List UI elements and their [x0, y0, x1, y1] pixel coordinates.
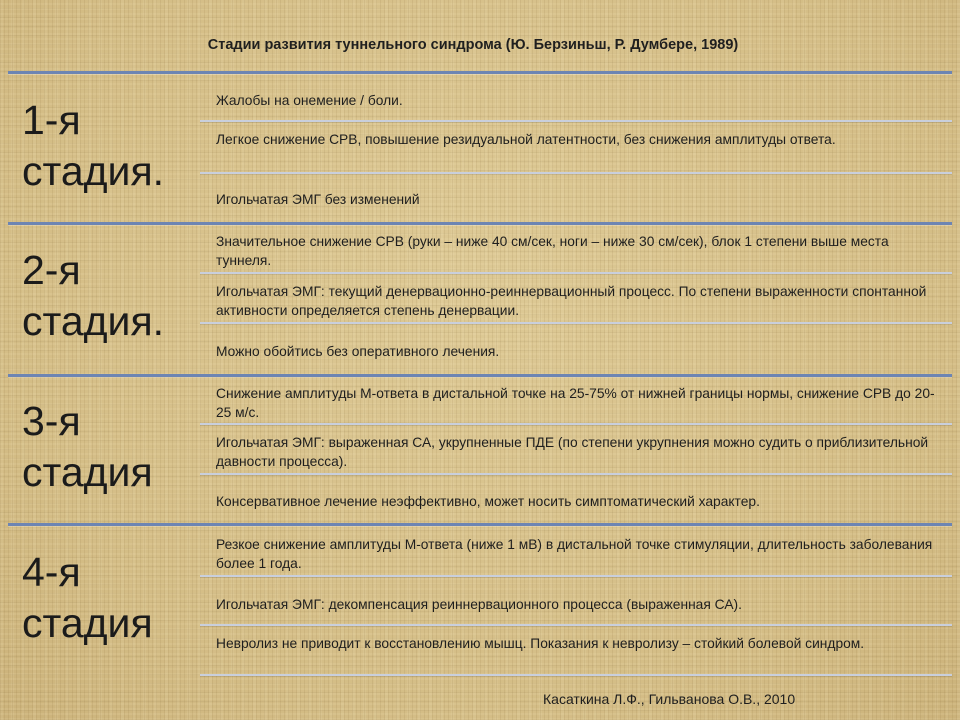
row-divider	[200, 120, 952, 122]
row-divider	[200, 322, 952, 324]
row-divider	[200, 172, 952, 174]
stage-label-4: 4-я стадия	[22, 549, 153, 646]
stage-2-row-3: Можно обойтись без оперативного лечения.	[216, 344, 500, 359]
stage-1-row-1: Жалобы на онемение / боли.	[216, 93, 403, 108]
stage-divider	[8, 374, 952, 377]
stage-4-row-1: Резкое снижение амплитуды М-ответа (ниже 1 мВ) в дистальной точке стимуляции, длительность заболевания более 1 года.	[216, 537, 933, 571]
stage-divider	[8, 222, 952, 225]
stage-4-row-3: Невролиз не приводит к восстановлению мышц. Показания к невролизу – стойкий болевой синдром.	[216, 636, 865, 651]
stage-3-row-2: Игольчатая ЭМГ: выраженная СА, укрупненные ПДЕ (по степени укрупнения можно судить о приблизительной давности процесса).	[216, 435, 929, 469]
stage-divider	[8, 523, 952, 526]
stage-3-row-1: Снижение амплитуды М-ответа в дистальной точке на 25-75% от нижней границы нормы, снижение СРВ до 20-25 м/с.	[216, 386, 935, 420]
stage-2-row-1: Значительное снижение СРВ (руки – ниже 40 см/сек, ноги – ниже 30 см/сек), блок 1 степени выше места туннеля.	[216, 234, 889, 268]
stage-2-row-2: Игольчатая ЭМГ: текущий денервационно-реиннервационный процесс. По степени выраженности спонтанной активности определяется степень денервации.	[216, 284, 927, 318]
stage-label-2: 2-я стадия.	[22, 247, 165, 344]
row-divider	[200, 624, 952, 626]
stage-3-row-3: Консервативное лечение неэффективно, может носить симптоматический характер.	[216, 494, 760, 509]
row-divider	[200, 575, 952, 577]
row-divider	[200, 674, 952, 676]
stage-4-row-2: Игольчатая ЭМГ: декомпенсация реиннервационного процесса (выраженная СА).	[216, 597, 742, 612]
row-divider	[200, 473, 952, 475]
row-divider	[200, 272, 952, 274]
stage-divider	[8, 71, 952, 74]
footer-credit: Касаткина Л.Ф., Гильванова О.В., 2010	[543, 691, 796, 707]
row-divider	[200, 423, 952, 425]
slide-title: Стадии развития туннельного синдрома (Ю. Берзиньш, Р. Думбере, 1989)	[207, 37, 739, 53]
stage-label-3: 3-я стадия	[22, 398, 153, 495]
stage-1-row-2: Легкое снижение СРВ, повышение резидуальной латентности, без снижения амплитуды ответа.	[216, 132, 836, 147]
stage-label-1: 1-я стадия.	[22, 97, 165, 194]
stage-1-row-3: Игольчатая ЭМГ без изменений	[216, 192, 420, 207]
